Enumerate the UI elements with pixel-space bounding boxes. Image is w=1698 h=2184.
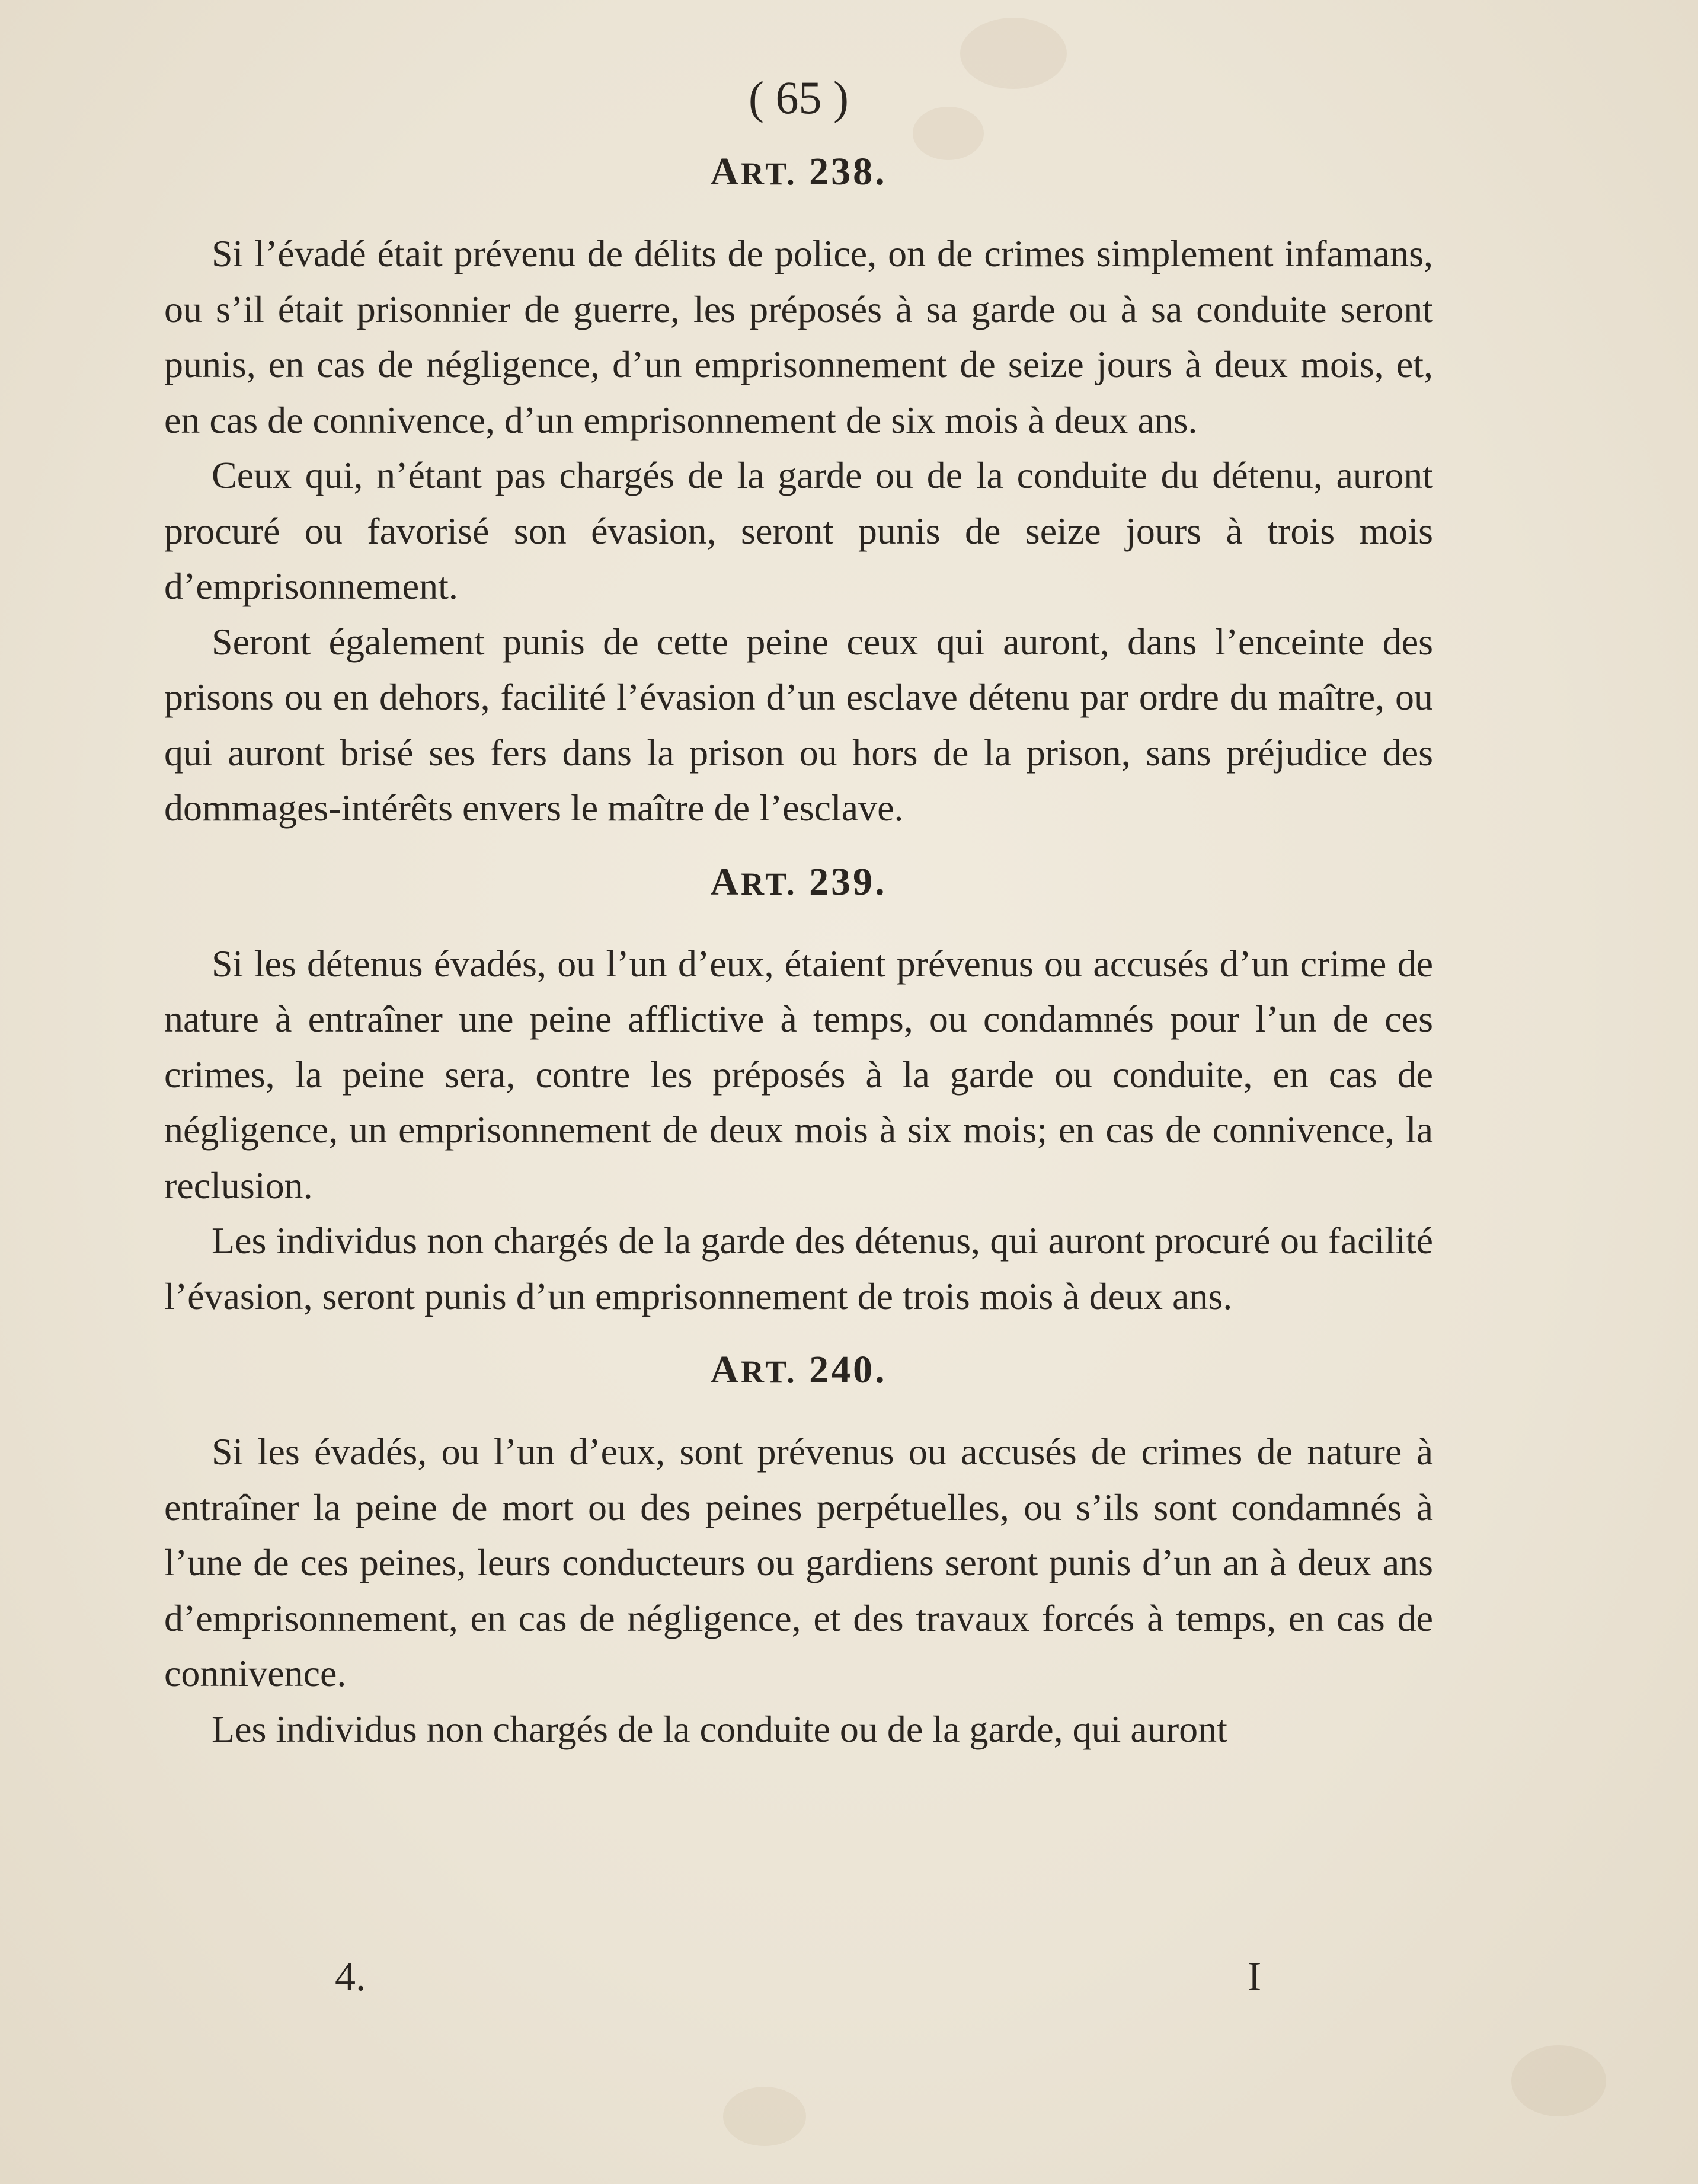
paragraph: Si l’évadé était prévenu de délits de police, on de crimes simplement infamans, ou s’il était prisonnier de guerre, les préposés à sa garde ou à sa conduite seront punis, en cas de négligence, d’un emprisonnement de seize jours à deux mois, et, en cas de connivence, d’un emprisonnement de six mois à deux ans. <box>164 232 1433 441</box>
article-240 <box>164 1340 1433 1757</box>
heading-initial: A <box>710 150 741 193</box>
signature-mark: 4. <box>335 1954 366 2000</box>
folio-mark: I <box>1248 1954 1262 2000</box>
paragraph: Les individus non chargés de la garde des détenus, qui auront procuré ou facilité l’évasion, seront punis d’un emprisonnement de trois mois à deux ans. <box>164 1219 1433 1317</box>
heading-small-caps: RT. <box>741 156 797 191</box>
article-heading <box>164 852 1433 914</box>
article-heading <box>164 1340 1433 1401</box>
paper-stain <box>723 2087 806 2146</box>
paragraph: Seront également punis de cette peine ceux qui auront, dans l’enceinte des prisons ou en dehors, facilité l’évasion d’un esclave détenu par ordre du maître, ou qui auront brisé ses fers dans la prison ou hors de la prison, sans préjudice des dommages-intérêts envers le maître de l’esclave. <box>164 620 1433 829</box>
page-footer <box>0 1953 1698 2019</box>
heading-initial: A <box>710 860 741 903</box>
article-239 <box>164 852 1433 1324</box>
heading-small-caps: RT. <box>741 1354 797 1390</box>
heading-small-caps: RT. <box>741 866 797 902</box>
heading-number: 238. <box>809 150 887 193</box>
paragraph: Si les détenus évadés, ou l’un d’eux, étaient prévenus ou accusés d’un crime de nature à entraîner une peine afflictive à temps, ou condamnés pour l’un de ces crimes, la peine sera, contre les préposés à la garde ou conduite, en cas de négligence, un emprisonnement de deux mois à six mois; en cas de connivence, la reclusion. <box>164 942 1433 1206</box>
paragraph: Les individus non chargés de la conduite ou de la garde, qui auront <box>212 1707 1227 1750</box>
page-content <box>164 65 1433 1757</box>
paragraph: Ceux qui, n’étant pas chargés de la garde ou de la conduite du détenu, auront procuré ou favorisé son évasion, seront punis de seize jours à trois mois d’emprisonnement. <box>164 454 1433 607</box>
heading-number: 239. <box>809 860 887 903</box>
article-heading <box>164 142 1433 203</box>
heading-initial: A <box>710 1348 741 1391</box>
page-number: ( 65 ) <box>749 72 849 123</box>
heading-number: 240. <box>809 1348 887 1391</box>
paper-stain <box>1511 2045 1606 2116</box>
article-238 <box>164 142 1433 836</box>
paragraph: Si les évadés, ou l’un d’eux, sont prévenus ou accusés de crimes de nature à entraîner la peine de mort ou des peines perpétuelles, ou s’ils sont condamnés à l’une de ces peines, leurs conducteurs ou gardiens seront punis d’un an à deux ans d’emprisonnement, en cas de négligence, et des travaux forcés à temps, en cas de connivence. <box>164 1431 1433 1694</box>
